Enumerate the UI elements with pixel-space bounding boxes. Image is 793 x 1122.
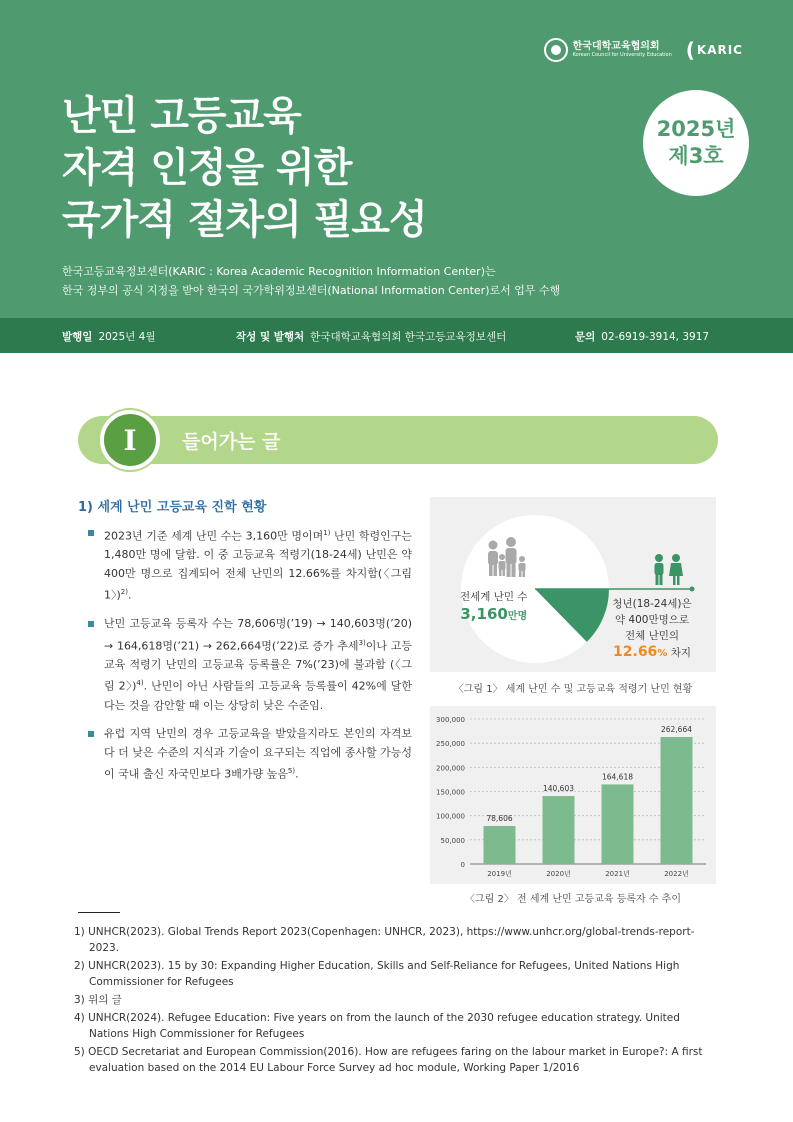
bullet-square-icon — [88, 731, 94, 737]
y-tick-label: 50,000 — [440, 836, 465, 845]
bar — [661, 737, 693, 864]
share-connector-dot — [690, 587, 695, 592]
figure-1-caption: 〈그림 1〉 세계 난민 수 및 고등교육 적령기 난민 현황 — [453, 684, 693, 695]
publish-date-label: 발행일 — [62, 331, 93, 343]
section-title: 들어가는 글 — [182, 431, 281, 453]
footnote-item: 2) UNHCR(2023). 15 by 30: Expanding Higher Education, Skills and Self-Reliance for Refugees, United Nations High Commissioner for Refugees — [74, 960, 680, 988]
footnote-item: 4) UNHCR(2024). Refugee Education: Five years on from the launch of the 2030 refugee education strategy. United Nations High Commissioner for Refugees — [74, 1012, 680, 1040]
bar — [602, 784, 634, 864]
y-tick-label: 100,000 — [436, 812, 465, 821]
y-tick-label: 300,000 — [436, 716, 465, 724]
title-line-3: 국가적 절차의 필요성 — [62, 197, 427, 243]
section-heading-bar — [78, 416, 718, 464]
x-tick-label: 2022년 — [664, 870, 689, 878]
title-line-1: 난민 고등교육 — [62, 93, 301, 139]
y-tick-label: 250,000 — [436, 740, 465, 749]
publisher-label: 작성 및 발행처 — [236, 331, 305, 343]
bullet-item: 2023년 기준 세계 난민 수는 3,160만 명이며$^{1)}$ 난민 학령인구는 1,480만 명에 달함. 이 중 고등교육 적령기(18-24세) 난민은 약 400만 명으로 집계되어 전체 난민의 12.66%를 차지함(〈그림 1〉)$^{2)}$. — [86, 524, 412, 605]
y-tick-label: 0 — [460, 861, 465, 869]
x-tick-label: 2021년 — [605, 870, 630, 878]
issue-badge — [643, 90, 749, 196]
karic-logo-mark-icon: ( — [685, 38, 696, 62]
contact-value: 02-6919-3914, 3917 — [601, 331, 710, 343]
issue-year: 2025년 — [656, 117, 736, 141]
bullet-square-icon — [88, 530, 94, 536]
page-title — [62, 90, 427, 246]
enrollment-bar-chart — [430, 706, 716, 884]
footnote-item: 3) 위의 글 — [74, 994, 122, 1006]
bar — [484, 826, 516, 864]
publication-info-bar — [0, 318, 793, 353]
bar — [543, 796, 575, 864]
kcue-emblem-icon — [544, 38, 568, 62]
contact-label: 문의 — [575, 331, 596, 343]
intro-line-2: 한국 정부의 공식 지정을 받아 한국의 국가학위정보센터(National Information Center)로서 업무 수행 — [62, 284, 561, 297]
publisher-value: 한국대학교육협의회 한국고등교육정보센터 — [310, 331, 507, 343]
bullet-item: 난민 고등교육 등록자 수는 78,606명(’19) → 140,603명(’20) → 164,618명(’21) → 262,664명(’22)로 증가 추세$^{3)}$이나 고등교육 적령기 난민의 고등교육 등록률은 7%(’23)에 불과함 (〈그림 2〉)$^{4)}$. 난민이 아닌 사람들의 고등교육 등록률이 42%에 달한다는 것을 감안할 때 이는 상당히 낮은 수준임. — [86, 615, 412, 715]
bar-value-label: 262,664 — [660, 725, 693, 735]
y-tick-label: 200,000 — [436, 764, 465, 773]
bullet-item: 유럽 지역 난민의 경우 고등교육을 받았을지라도 본인의 자격보다 더 낮은 수준의 지식과 기술이 요구되는 직업에 종사할 가능성이 국내 출신 자국민보다 3배가량 높음$^{5)}$. — [86, 725, 412, 784]
intro-text — [62, 262, 560, 300]
kcue-logo-kr: 한국대학교육협의회 — [572, 41, 660, 52]
logo-group — [544, 38, 743, 62]
footnote-divider — [78, 912, 120, 913]
subheading: 1) 세계 난민 고등교육 진학 현황 — [78, 500, 267, 515]
karic-logo — [686, 38, 743, 62]
x-tick-label: 2020년 — [546, 870, 571, 878]
kcue-logo-en: Korean Council for University Education — [572, 52, 672, 58]
bar-value-label: 164,618 — [601, 772, 634, 782]
section-number: I — [100, 410, 160, 470]
intro-line-1: 한국고등교육정보센터(KARIC : Korea Academic Recognition Information Center)는 — [62, 265, 496, 278]
world-refugee-label: 전세계 난민 수 3,160만명 — [460, 591, 528, 623]
figure-2 — [430, 706, 716, 884]
title-line-2: 자격 인정을 위한 — [62, 145, 352, 191]
bullet-square-icon — [88, 621, 94, 627]
youth-people-icon — [655, 554, 684, 585]
kcue-logo — [544, 38, 672, 62]
publish-date-value: 2025년 4월 — [98, 331, 156, 343]
figure-1 — [430, 497, 716, 672]
publish-date — [62, 329, 155, 344]
bar-value-label: 140,603 — [542, 784, 575, 794]
bullet-list — [86, 524, 412, 794]
karic-logo-text: KARIC — [696, 43, 743, 57]
contact — [575, 329, 709, 344]
header-banner — [0, 0, 793, 318]
x-tick-label: 2019년 — [487, 870, 512, 878]
figure-2-caption: 〈그림 2〉 전 세계 난민 고등교육 등록자 수 추이 — [464, 894, 681, 905]
publisher — [236, 329, 506, 344]
issue-number: 제3호 — [668, 144, 724, 168]
youth-share-value: 12.66 — [613, 644, 658, 660]
bar-value-label: 78,606 — [486, 814, 513, 824]
world-refugee-value: 3,160 — [460, 605, 508, 623]
y-tick-label: 150,000 — [436, 788, 465, 797]
footnote-item: 1) UNHCR(2023). Global Trends Report 2023(Copenhagen: UNHCR, 2023), https://www.unhcr.org/global-trends-report-2023. — [74, 926, 695, 954]
footnote-list — [74, 924, 718, 1078]
footnote-item: 5) OECD Secretariat and European Commission(2016). How are refugees faring on the labour market in Europe?: A first evaluation based on the 2014 EU Labour Force Survey ad hoc module, Working Paper 1/2016 — [74, 1046, 703, 1074]
youth-refugee-label: 청년(18-24세)은 약 400만명으로 전체 난민의 12.66% 차지 — [612, 598, 692, 660]
